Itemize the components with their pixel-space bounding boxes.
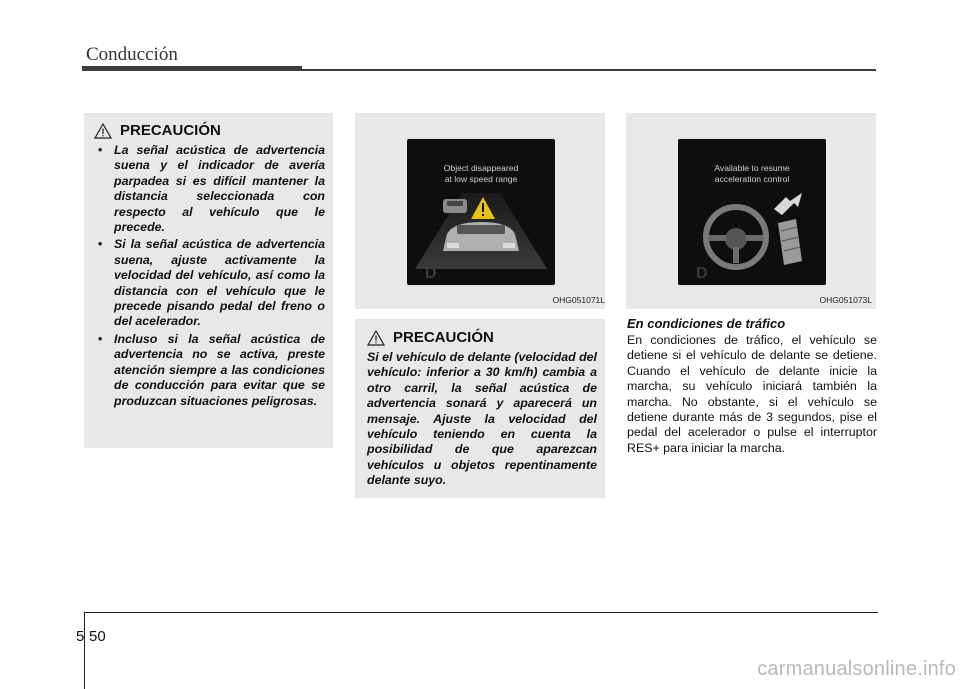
- figure-object-disappeared: [355, 113, 605, 309]
- caution-box-1: [84, 113, 333, 448]
- page-number: 50: [89, 628, 106, 645]
- chapter-number: 5: [76, 628, 85, 645]
- display-line-1: Object disappeared: [443, 163, 519, 173]
- header-rule-thin: [302, 69, 876, 71]
- car-ahead-icon: [443, 199, 467, 213]
- page-header-title: Conducción: [86, 44, 178, 65]
- accelerator-pedal-icon: [778, 219, 802, 265]
- caution-text: Si el vehículo de delante (velocidad del vehículo: inferior a 30 km/h) cambia a otro carril, la señal acústica de advertencia sonará y aparecerá un mensaje. Ajuste la velocidad del vehículo teniendo en cuenta la posibilidad de que aparezcan vehículos u objetos repentinamente delante suyo.: [367, 350, 597, 488]
- steering-wheel-icon: [706, 207, 766, 267]
- caution-title: PRECAUCIÓN: [393, 329, 494, 346]
- caution-item: • Si la señal acústica de advertencia suena, ajuste activamente la velocidad del vehículo, así como la distancia con el vehículo que le precede pisando pedal del freno o del acelerador.: [94, 237, 325, 329]
- caution-item: • Incluso si la señal acústica de advertencia no se activa, preste atención siempre a las condiciones de conducción para evitar que se produzcan situaciones peligrosas.: [94, 332, 325, 409]
- display-line-1: Available to resume: [714, 163, 790, 173]
- figure-code: OHG051073L: [819, 295, 872, 305]
- steering-pedal-image: [678, 139, 826, 285]
- section-body: En condiciones de tráfico, el vehículo se detiene si el vehículo de delante se detiene. Cuando el vehículo de delante inicie la marcha, su vehículo iniciará también la marcha. No obstante, si el vehículo se detiene durante más de 3 segundos, pise el pedal del acelerador o pulse el interruptor RES+ para iniciar la marcha.: [627, 333, 877, 455]
- caution-list: [94, 143, 325, 409]
- caution-heading: [367, 329, 597, 346]
- warning-triangle-icon: [94, 123, 112, 139]
- gear-indicator: D: [696, 265, 708, 282]
- caution-box-2: [355, 319, 605, 498]
- cluster-display: [678, 139, 826, 285]
- footer-divider: [84, 612, 85, 689]
- figure-resume-acceleration: [626, 113, 876, 309]
- header-rule-thick: [82, 66, 302, 71]
- display-line-2: at low speed range: [444, 174, 518, 184]
- arrow-icon: [774, 193, 802, 215]
- watermark: carmanualsonline.info: [757, 658, 956, 680]
- caution-item: • La señal acústica de advertencia suena y el indicador de avería parpadea si es difícil mantener la distancia seleccionada con respecto al vehículo que le precede.: [94, 143, 325, 235]
- display-line-2: acceleration control: [714, 174, 790, 184]
- caution-title: PRECAUCIÓN: [120, 122, 221, 139]
- figure-code: OHG051071L: [552, 295, 605, 305]
- caution-heading: [94, 122, 325, 139]
- gear-indicator: D: [425, 265, 437, 282]
- road-scene-image: [407, 139, 555, 285]
- section-heading: En condiciones de tráfico: [627, 316, 786, 331]
- warning-triangle-icon: [367, 330, 385, 346]
- cluster-display: [407, 139, 555, 285]
- footer-rule: [84, 612, 878, 613]
